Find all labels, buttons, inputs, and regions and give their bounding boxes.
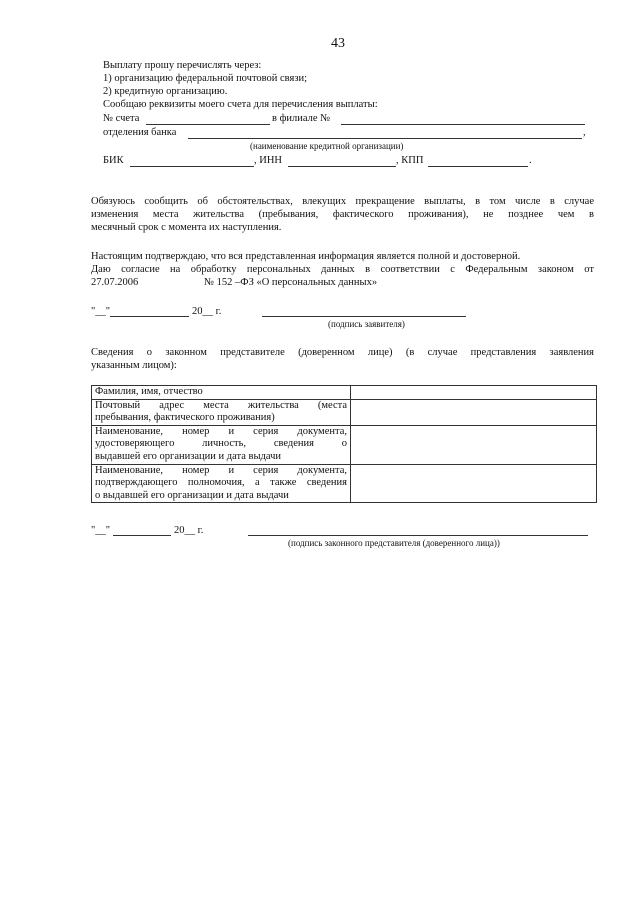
law-name: № 152 –ФЗ «О персональных данных» <box>204 277 378 288</box>
representative-table <box>91 385 597 503</box>
row-label-line: Почтовый адрес места жительства (места <box>95 399 347 411</box>
account-number-field[interactable] <box>146 124 270 125</box>
row-label-full-name <box>92 386 351 400</box>
row-label-line: Наименование, номер и серия документа, <box>95 464 347 476</box>
row-label-line: Фамилия, имя, отчество <box>95 386 203 397</box>
inn-field[interactable] <box>288 166 396 167</box>
row-value-identity-document[interactable] <box>351 425 597 464</box>
consent-line: Даю согласие на обработку персональных данных в соответствии с Федеральным законом от <box>91 264 594 276</box>
bik-field[interactable] <box>130 166 254 167</box>
kpp-label: , КПП <box>396 155 424 166</box>
confirmation-line: Настоящим подтверждаю, что вся представленная информация является полной и достоверной. <box>91 251 521 262</box>
obligation-line: месячный срок с момента их наступления. <box>91 222 282 234</box>
obligation-line: Обязуюсь сообщить об обстоятельствах, влекущих прекращение выплаты, в том числе в случае <box>91 196 594 207</box>
representative-signature-field[interactable] <box>248 535 588 536</box>
bank-name-field[interactable] <box>188 138 582 139</box>
kpp-field[interactable] <box>428 166 528 167</box>
inn-label: , ИНН <box>254 155 282 166</box>
representative-date-year: 20__ г. <box>174 525 204 536</box>
bank-branch-label: отделения банка <box>103 127 177 138</box>
applicant-date-year: 20__ г. <box>192 306 222 317</box>
applicant-signature-field[interactable] <box>262 316 466 317</box>
account-details-intro: Сообщаю реквизиты моего счета для перечисления выплаты: <box>103 99 378 110</box>
row-label-line: пребывания, фактического проживания) <box>95 412 275 424</box>
representative-signature-caption: (подпись законного представителя (доверенного лица)) <box>288 538 500 548</box>
representative-date-day: "__" <box>91 525 111 536</box>
row-label-line: Наименование, номер и серия документа, <box>95 425 347 437</box>
obligation-paragraph <box>91 195 594 234</box>
representative-intro-line: указанным лицом): <box>91 360 177 372</box>
representative-intro-line: Сведения о законном представителе (доверенном лице) (в случае представления заявления <box>91 347 594 358</box>
applicant-date-day: "__" <box>91 306 111 317</box>
row-label-identity-document <box>92 425 351 464</box>
law-date: 27.07.2006 <box>91 277 139 288</box>
bank-name-caption: (наименование кредитной организации) <box>250 141 404 151</box>
obligation-line: изменения места жительства (пребывания, фактического проживания), не позднее чем в <box>91 209 594 221</box>
row-label-line: удостоверяющего личность, сведения о <box>95 438 347 450</box>
table-row <box>92 399 597 425</box>
row-label-line: выдавшей его организации и дата выдачи <box>95 450 282 462</box>
row-label-line: подтверждающего полномочия, а также сведения <box>95 477 347 489</box>
payment-option-postal: 1) организацию федеральной почтовой связи; <box>103 73 308 84</box>
representative-date-month-field[interactable] <box>113 535 171 536</box>
table-row <box>92 386 597 400</box>
row-value-postal-address[interactable] <box>351 399 597 425</box>
page-number: 43 <box>331 36 345 51</box>
bank-field-comma: , <box>583 127 586 138</box>
applicant-date-month-field[interactable] <box>110 316 189 317</box>
row-label-postal-address <box>92 399 351 425</box>
table-row <box>92 425 597 464</box>
bik-label: БИК <box>103 155 124 166</box>
row-label-authority-document <box>92 464 351 503</box>
payment-option-bank: 2) кредитную организацию. <box>103 86 228 97</box>
row-value-full-name[interactable] <box>351 386 597 400</box>
table-row <box>92 464 597 503</box>
payment-intro: Выплату прошу перечислять через: <box>103 60 262 71</box>
row-value-authority-document[interactable] <box>351 464 597 503</box>
branch-number-field[interactable] <box>341 124 585 125</box>
applicant-signature-caption: (подпись заявителя) <box>328 319 405 329</box>
confirmation-paragraph <box>91 250 594 276</box>
account-number-label: № счета <box>103 113 140 124</box>
representative-intro <box>91 346 594 372</box>
branch-number-label: в филиале № <box>272 113 331 124</box>
row-label-line: о выдавшей его организации и дата выдачи <box>95 489 289 501</box>
kpp-field-end: . <box>529 155 532 166</box>
